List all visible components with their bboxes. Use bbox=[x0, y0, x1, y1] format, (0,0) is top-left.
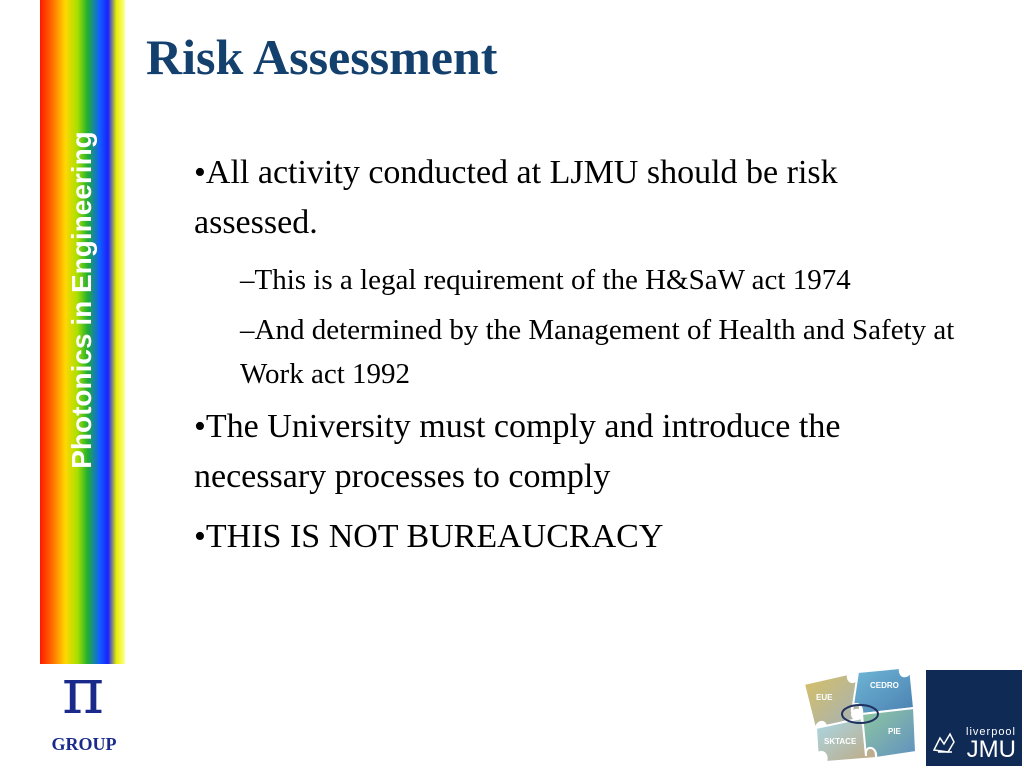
sub-bullet-item: –This is a legal requirement of the H&SaW act 1974 bbox=[240, 264, 851, 296]
slide-title: Risk Assessment bbox=[146, 29, 498, 85]
bullet-list bbox=[194, 148, 964, 572]
puzzle-label: PIE bbox=[888, 727, 901, 736]
puzzle-label: CEDRO bbox=[870, 681, 899, 690]
puzzle-label: EUE bbox=[816, 693, 833, 702]
bullet-item: •THIS IS NOT BUREAUCRACY bbox=[194, 518, 664, 555]
sidebar-label: Photonics in Engineering bbox=[66, 131, 97, 469]
puzzle-logo bbox=[796, 664, 920, 764]
liver-bird-icon bbox=[930, 730, 958, 758]
bullet-item: •All activity conducted at LJMU should be risk assessed. bbox=[194, 154, 838, 241]
pi-logo-symbol: π bbox=[61, 655, 105, 729]
jmu-logo-small-text: liverpool bbox=[966, 726, 1016, 738]
pi-logo-label: GROUP bbox=[51, 734, 117, 754]
sub-bullet-item: –And determined by the Management of Health and Safety at Work act 1992 bbox=[240, 314, 955, 390]
bullet-item: •The University must comply and introduce the necessary processes to comply bbox=[194, 408, 841, 495]
jmu-logo-big-text: JMU bbox=[966, 736, 1016, 763]
puzzle-label: SKTACE bbox=[824, 737, 857, 746]
jmu-logo bbox=[926, 670, 1022, 766]
puzzle-piece bbox=[852, 668, 914, 714]
